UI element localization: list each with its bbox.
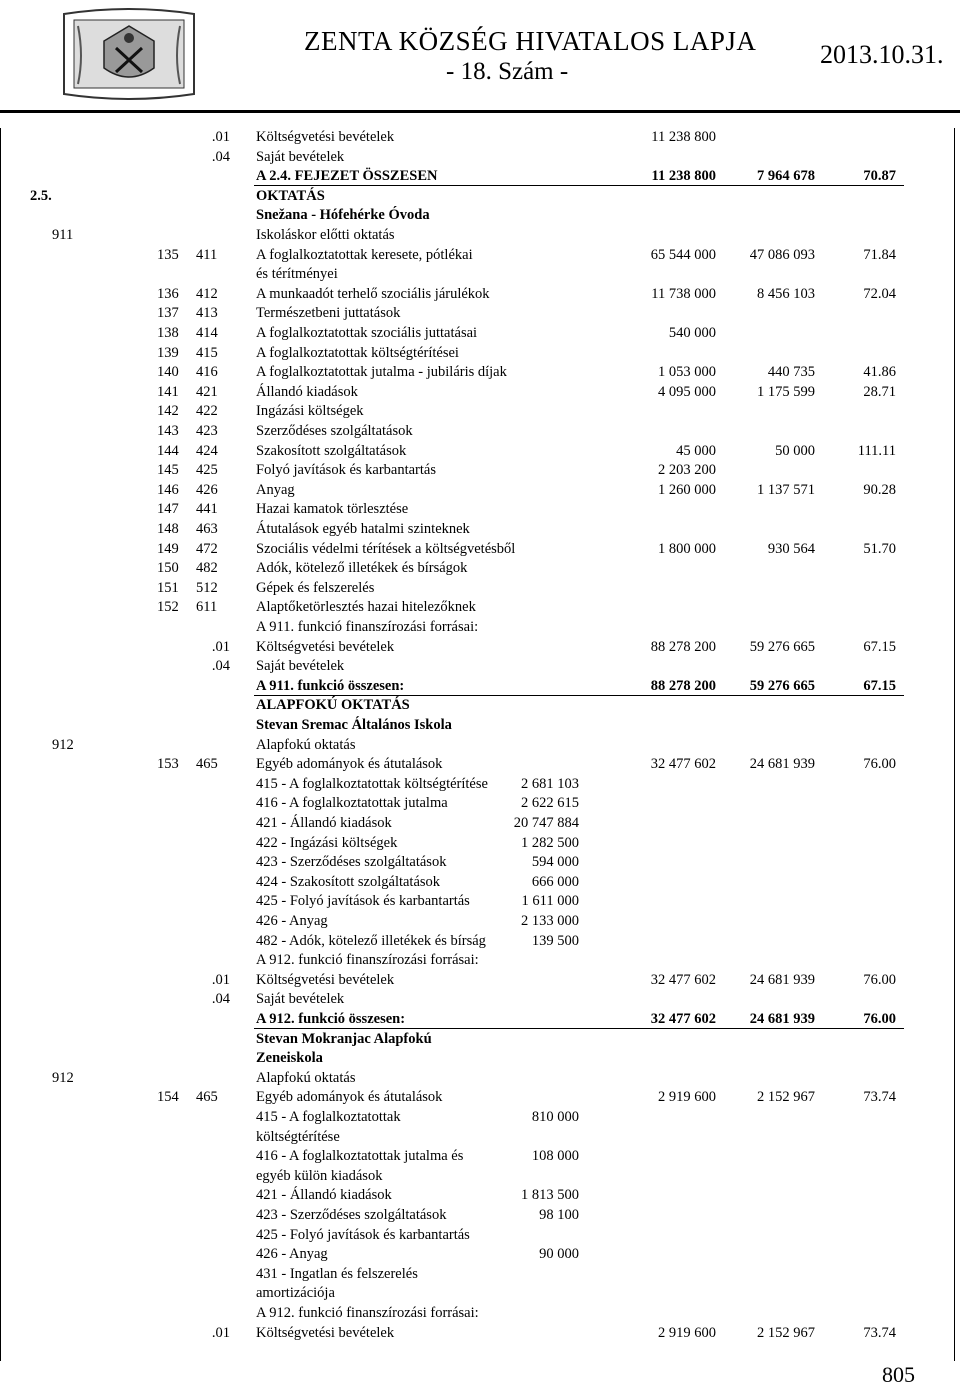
table-row [0,814,960,833]
table-row [0,794,960,813]
row-description: 424 - Szakosított szolgáltatások [256,873,441,890]
row-description: A 911. funkció összesen: [256,677,405,694]
table-row [0,990,960,1009]
row-description: Snežana - Hófehérke Óvoda [256,207,430,224]
realized-amount: 47 086 093 [749,246,815,263]
account-code: 415 [196,344,218,361]
source-code: .01 [211,129,230,145]
row-description: 416 - A foglalkoztatottak jutalma és [256,1148,464,1165]
table-row [0,716,960,735]
function-code: 911 [52,227,74,243]
position-number: 147 [157,501,179,518]
source-code: .01 [211,971,230,988]
percent-realized: 67.15 [863,638,896,655]
planned-amount: 11 738 000 [651,285,716,302]
percent-realized: 67.15 [863,677,896,694]
realized-amount: 1 137 571 [757,481,815,498]
row-description: 422 - Ingázási költségek [256,834,398,851]
table-row [0,677,960,696]
row-description: Átutalások egyéb hatalmi szinteknek [256,521,470,537]
percent-realized: 71.84 [863,246,896,263]
row-description: Gépek és felszerelés [256,579,375,596]
position-number: 154 [157,1089,179,1106]
row-description: ALAPFOKÚ OKTATÁS [256,697,410,714]
table-row [0,461,960,480]
sub-amount: 139 500 [531,932,579,949]
row-description: Iskoláskor előtti oktatás [256,227,395,243]
row-description: Saját bevételek [256,148,345,165]
planned-amount: 1 260 000 [658,481,716,498]
table-row [0,951,960,970]
account-code: 411 [196,246,218,263]
position-number: 136 [157,285,179,302]
row-description: 482 - Adók, kötelező illetékek és bírság [256,932,486,949]
table-row [0,246,960,265]
row-description: A foglalkoztatottak költségtérítései [256,344,459,361]
row-description: Szerződéses szolgáltatások [256,423,413,439]
planned-amount: 1 053 000 [658,364,716,381]
table-row [0,1304,960,1323]
percent-realized: 90.28 [863,481,896,498]
account-code: 425 [196,462,218,479]
row-description: A 911. funkció finanszírozási forrásai: [256,619,479,635]
table-row [0,912,960,931]
sub-amount: 594 000 [531,854,579,871]
realized-amount: 440 735 [767,364,815,381]
row-description: A 2.4. FEJEZET ÖSSZESEN [256,168,438,185]
percent-realized: 73.74 [863,1089,896,1106]
row-description: 416 - A foglalkoztatottak jutalma [256,795,448,812]
row-description: A foglalkoztatottak szociális juttatásai [256,325,478,341]
row-description: 426 - Anyag [256,1246,328,1263]
table-row [0,1167,960,1186]
account-code: 465 [196,1089,218,1106]
coat-of-arms-icon [54,6,204,102]
percent-realized: 70.87 [863,168,896,185]
table-row [0,638,960,657]
table-row [0,932,960,951]
row-description: Zeneiskola [256,1050,323,1067]
realized-amount: 8 456 103 [757,285,815,302]
row-description: Egyéb adományok és átutalások [256,756,443,773]
page-number: 805 [882,1362,915,1387]
position-number: 135 [157,246,179,263]
table-row [0,657,960,676]
table-row [0,1010,960,1029]
table-row [0,873,960,892]
table-row [0,1088,960,1107]
row-description: Költségvetési bevételek [256,971,395,988]
position-number: 149 [157,540,179,557]
realized-amount: 50 000 [775,442,815,459]
table-row [0,206,960,225]
percent-realized: 41.86 [863,364,896,381]
row-description: OKTATÁS [256,187,325,204]
planned-amount: 32 477 602 [650,1011,716,1027]
position-number: 138 [157,325,179,341]
sub-amount: 2 622 615 [521,795,579,812]
table-row [0,128,960,147]
account-code: 416 [196,364,218,381]
row-description: 421 - Állandó kiadások [256,1187,392,1204]
position-number: 141 [157,383,179,400]
table-row [0,892,960,911]
position-number: 146 [157,481,179,498]
account-code: 482 [196,560,218,577]
table-row [0,1324,960,1343]
row-description: 415 - A foglalkoztatottak [256,1109,401,1125]
realized-amount: 59 276 665 [749,677,815,694]
table-row [0,402,960,421]
position-number: 153 [157,756,179,773]
header-rule [0,110,960,113]
table-row [0,579,960,598]
row-description: 431 - Ingatlan és felszerelés [256,1265,418,1282]
account-code: 413 [196,305,218,322]
issue-number: - 18. Szám - [446,58,569,85]
percent-realized: 76.00 [863,1011,896,1027]
table-row [0,1186,960,1205]
row-description: Költségvetési bevételek [256,638,395,655]
row-description: egyéb külön kiadások [256,1167,383,1184]
table-row [0,344,960,363]
planned-amount: 32 477 602 [650,756,716,773]
section-number: 2.5. [30,187,52,204]
percent-realized: 51.70 [863,540,896,557]
sub-amount: 1 813 500 [521,1187,579,1204]
row-description: Anyag [256,481,295,498]
realized-amount: 24 681 939 [749,971,815,988]
table-row [0,540,960,559]
row-description: Hazai kamatok törlesztése [256,501,409,518]
position-number: 139 [157,344,179,361]
account-code: 414 [196,325,218,341]
row-description: Adók, kötelező illetékek és bírságok [256,560,468,577]
table-row [0,559,960,578]
row-description: 425 - Folyó javítások és karbantartás [256,1226,470,1243]
position-number: 144 [157,442,179,459]
account-code: 463 [196,521,218,537]
position-number: 142 [157,403,179,420]
sub-amount: 1 282 500 [521,834,579,851]
row-description: 423 - Szerződéses szolgáltatások [256,854,447,871]
planned-amount: 65 544 000 [650,246,716,263]
row-description: A 912. funkció finanszírozási forrásai: [256,952,479,969]
row-description: és térítményei [256,266,338,283]
row-description: A 912. funkció összesen: [256,1011,406,1027]
row-description: 421 - Állandó kiadások [256,815,392,831]
sub-amount: 810 000 [531,1109,579,1125]
position-number: 145 [157,462,179,479]
table-row [0,500,960,519]
table-row [0,167,960,186]
sub-amount: 1 611 000 [521,893,579,910]
table-row [0,383,960,402]
budget-table [0,128,960,1361]
table-row [0,775,960,794]
sub-amount: 20 747 884 [513,815,579,831]
table-row [0,1049,960,1068]
percent-realized: 76.00 [863,971,896,988]
page-header [0,0,960,112]
planned-amount: 32 477 602 [650,971,716,988]
position-number: 151 [157,579,179,596]
row-description: Alapfokú oktatás [256,736,356,753]
planned-amount: 45 000 [676,442,716,459]
account-code: 424 [196,442,218,459]
row-description: Stevan Mokranjac Alapfokú [256,1030,432,1047]
source-code: .01 [211,638,230,655]
row-description: 423 - Szerződéses szolgáltatások [256,1207,447,1223]
percent-realized: 73.74 [863,1324,896,1341]
row-description: A 912. funkció finanszírozási forrásai: [256,1305,479,1321]
table-row [0,1206,960,1225]
row-description: 425 - Folyó javítások és karbantartás [256,893,470,910]
position-number: 152 [157,599,179,616]
source-code: .04 [211,658,230,675]
table-row [0,265,960,284]
sub-amount: 108 000 [531,1148,579,1165]
planned-amount: 4 095 000 [658,383,716,400]
table-row [0,481,960,500]
row-description: A foglalkoztatottak jutalma - jubiláris díjak [256,364,507,381]
row-description: Stevan Sremac Általános Iskola [256,717,452,733]
realized-amount: 2 152 967 [757,1089,815,1106]
function-code: 912 [52,736,74,753]
planned-amount: 1 800 000 [658,540,716,557]
table-row [0,853,960,872]
realized-amount: 24 681 939 [749,756,815,773]
row-description: Ingázási költségek [256,403,364,420]
row-description: Saját bevételek [256,991,345,1008]
percent-realized: 111.11 [857,442,896,459]
source-code: .04 [211,148,230,165]
planned-amount: 88 278 200 [650,638,716,655]
table-row [0,1030,960,1049]
publication-title: ZENTA KÖZSÉG HIVATALOS LAPJA [304,26,757,56]
account-code: 412 [196,285,218,302]
table-row [0,755,960,774]
percent-realized: 72.04 [863,285,896,302]
source-code: .04 [211,991,230,1008]
table-row [0,422,960,441]
account-code: 465 [196,756,218,773]
table-row [0,148,960,167]
row-description: Saját bevételek [256,658,345,675]
source-code: .01 [211,1324,230,1341]
table-row [0,834,960,853]
planned-amount: 2 919 600 [658,1089,716,1106]
account-code: 421 [196,383,218,400]
table-row [0,520,960,539]
table-row [0,1069,960,1088]
planned-amount: 11 238 800 [651,129,716,145]
sub-amount: 90 000 [539,1246,579,1263]
row-description: A foglalkoztatottak keresete, pótlékai [256,246,473,263]
percent-realized: 76.00 [863,756,896,773]
account-code: 472 [196,540,218,557]
table-row [0,226,960,245]
percent-realized: 28.71 [863,383,896,400]
table-row [0,442,960,461]
table-row [0,598,960,617]
realized-amount: 930 564 [767,540,815,557]
realized-amount: 59 276 665 [749,638,815,655]
planned-amount: 2 919 600 [658,1324,716,1341]
planned-amount: 540 000 [668,325,716,341]
table-row [0,971,960,990]
realized-amount: 1 175 599 [757,383,815,400]
table-row [0,324,960,343]
row-description: Folyó javítások és karbantartás [256,462,436,479]
sub-amount: 98 100 [539,1207,579,1223]
row-description: Alapfokú oktatás [256,1069,356,1086]
table-row [0,187,960,206]
account-code: 441 [196,501,218,518]
row-description: Alaptőketörlesztés hazai hitelezőknek [256,599,476,616]
account-code: 422 [196,403,218,420]
function-code: 912 [52,1069,74,1086]
table-row [0,285,960,304]
sub-amount: 2 133 000 [521,913,579,929]
row-description: költségtérítése [256,1128,340,1145]
table-row [0,1284,960,1303]
row-description: Szociális védelmi térítések a költségvetésből [256,540,516,557]
realized-amount: 7 964 678 [757,168,815,185]
row-description: 426 - Anyag [256,913,328,929]
planned-amount: 11 238 800 [651,168,716,185]
position-number: 150 [157,560,179,577]
planned-amount: 88 278 200 [650,677,716,694]
table-row [0,363,960,382]
row-description: Költségvetési bevételek [256,1324,395,1341]
position-number: 148 [157,521,179,537]
table-row [0,696,960,715]
row-description: Egyéb adományok és átutalások [256,1089,443,1106]
sub-amount: 2 681 103 [521,775,579,792]
row-description: Szakosított szolgáltatások [256,442,407,459]
table-row [0,1147,960,1166]
row-description: Állandó kiadások [256,383,358,400]
realized-amount: 24 681 939 [749,1011,815,1027]
account-code: 611 [196,599,218,616]
planned-amount: 2 203 200 [658,462,716,479]
row-description: Természetbeni juttatások [256,305,401,322]
table-row [0,304,960,323]
table-row [0,1128,960,1147]
position-number: 143 [157,423,179,439]
row-description: 415 - A foglalkoztatottak költségtérítése [256,775,488,792]
publication-date: 2013.10.31. [820,40,944,69]
position-number: 137 [157,305,179,322]
table-row [0,736,960,755]
table-row [0,1245,960,1264]
position-number: 140 [157,364,179,381]
account-code: 512 [196,579,218,596]
table-row [0,1226,960,1245]
account-code: 426 [196,481,218,498]
row-description: A munkaadót terhelő szociális járulékok [256,285,490,302]
table-row [0,1265,960,1284]
sub-amount: 666 000 [531,873,579,890]
realized-amount: 2 152 967 [757,1324,815,1341]
row-description: amortizációja [256,1285,335,1302]
table-row [0,618,960,637]
table-row [0,1108,960,1127]
row-description: Költségvetési bevételek [256,129,395,145]
account-code: 423 [196,423,218,439]
